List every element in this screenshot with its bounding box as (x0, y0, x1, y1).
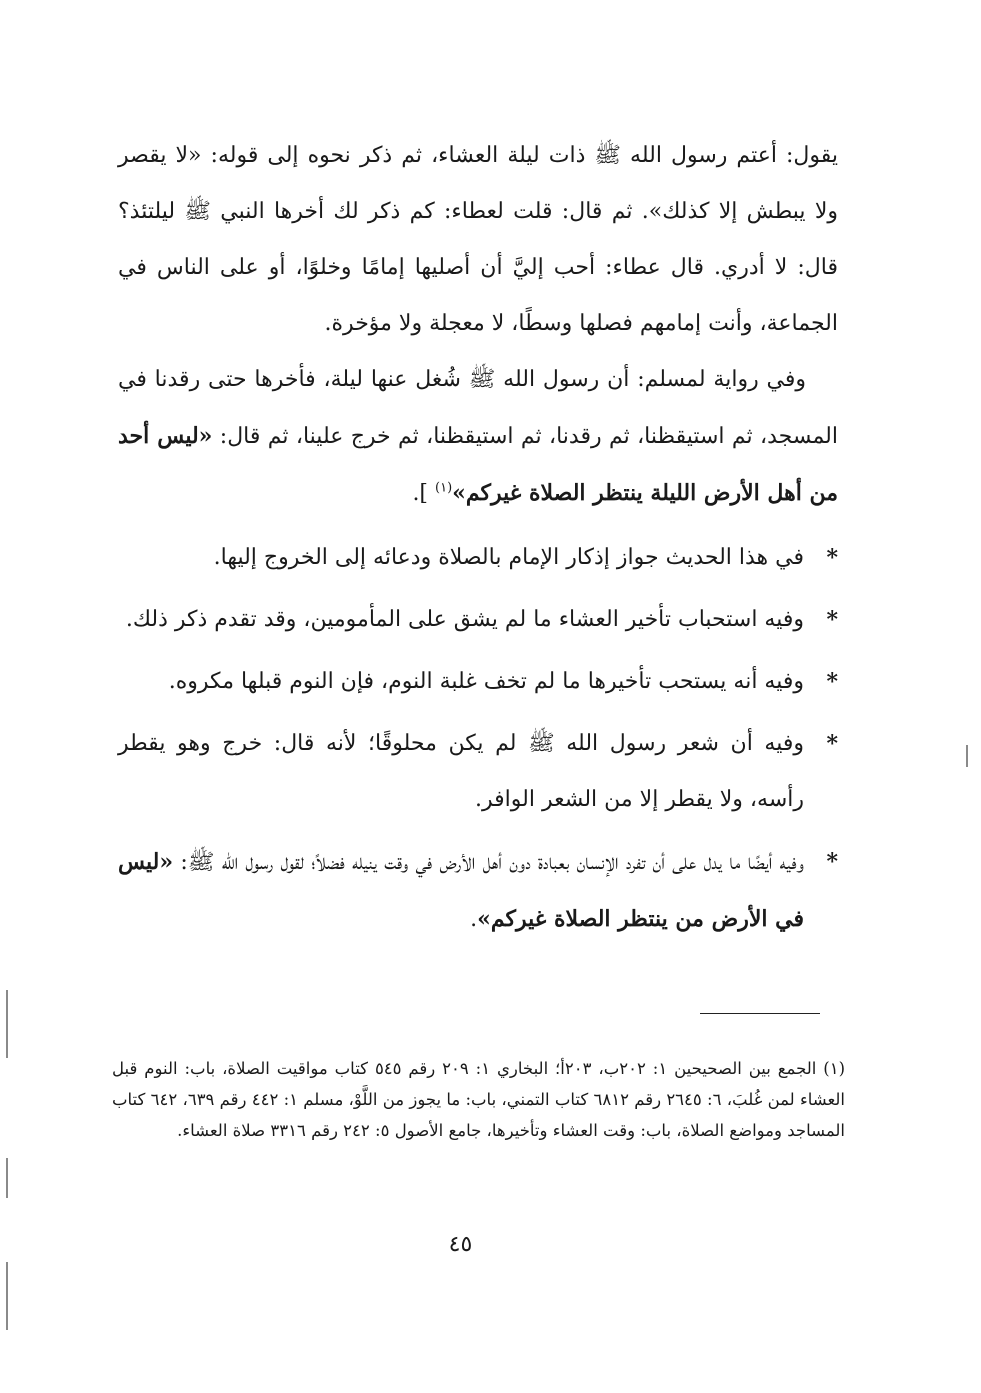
bullet-item-end: . (470, 907, 478, 932)
bullet-item-4 (118, 716, 838, 828)
scan-edge-mark (6, 1262, 8, 1330)
bullet-item-text: وفيه أنه يستحب تأخيرها ما لم تخف غلبة النوم، فإن النوم قبلها مكروه. (168, 669, 804, 694)
footnote-ref: (١) (435, 480, 453, 496)
hadith-quote: «ليس أحد من أهل الأرض الليلة ينتظر الصلاة غيركم» (118, 423, 838, 506)
paragraph-2-text: وفي رواية لمسلم: أن رسول الله ﷺ شُغل عنها ليلة، فأخرها حتى رقدنا في المسجد، ثم استيقظنا، ثم رقدنا، ثم استيقظنا، ثم خرج علينا، ثم قال: (118, 367, 838, 449)
footnote-text: الجمع بين الصحيحين ١: ٢٠٢ب، ٢٠٣أ؛ البخاري ١: ٢٠٩ رقم ٥٤٥ كتاب مواقيت الصلاة، باب: النوم قبل العشاء لمن غُلبَ، ٦: ٢٦٤٥ رقم ٦٨١٢ كتاب التمني، باب: ما يجوز من اللَّوْ، مسلم ١: ٤٤٢ رقم ٦٣٩، ٦٤٢ كتاب المساجد ومواضع الصلاة، باب: وقت العشاء وتأخيرها، جامع الأصول ٥: ٢٤٢ رقم ٣٣١٦ صلاة العشاء. (112, 1058, 846, 1140)
bullet-item-5 (118, 834, 838, 948)
paragraph-2 (118, 352, 838, 522)
bullet-item-1 (118, 530, 838, 586)
bullet-item-text: وفيه استحباب تأخير العشاء ما لم يشق على المأمومين، وقد تقدم ذكر ذلك. (125, 607, 804, 632)
paragraph-1-text: يقول: أعتم رسول الله ﷺ ذات ليلة العشاء، ثم ذكر نحوه إلى قوله: «لا يقصر ولا يبطش إلا كذلك». ثم قال: قلت لعطاء: كم ذكر لك أخرها النبي ﷺ ليلتئذ؟ قال: لا أدري. قال عطاء: أحب إليَّ أن أصليها إمامًا وخلوًا، أو على الناس في الجماعة، وأنت إمامهم فصلها وسطًا، لا معجلة ولا مؤخرة. (118, 143, 838, 336)
bullet-star: * (826, 849, 838, 875)
bullet-item-3 (118, 654, 838, 710)
bullet-star: * (826, 545, 838, 571)
footnote-marker: (١) (823, 1058, 845, 1078)
page-number: ٤٥ (448, 1232, 473, 1257)
bullet-star: * (826, 731, 838, 757)
scan-edge-mark (6, 1158, 8, 1198)
bullet-item-2 (118, 592, 838, 648)
paragraph-1 (118, 128, 838, 352)
bullet-star: * (826, 607, 838, 633)
footnote-separator (700, 1013, 820, 1014)
bullet-item-text: وفيه أن شعر رسول الله ﷺ لم يكن محلوقًا؛ لأنه قال: خرج وهو يقطر رأسه، ولا يقطر إلا من الشعر الوافر. (118, 731, 804, 812)
footnote (112, 1053, 845, 1146)
scan-edge-mark (966, 745, 968, 767)
bullet-item-text: وفيه أيضًا ما يدل على أن تفرد الإنسان بعبادة دون أهل الأرض في وقت ينيله فضلاً؛ لقول رسول الله ﷺ: (173, 850, 804, 875)
main-text (118, 128, 838, 954)
scan-edge-mark (6, 990, 8, 1058)
bullet-star: * (826, 669, 838, 695)
bullet-item-text: في هذا الحديث جواز إذكار الإمام بالصلاة ودعائه إلى الخروج إليها. (213, 545, 804, 570)
hadith-quote: «ليس في الأرض من ينتظر الصلاة غيركم» (118, 849, 804, 932)
paragraph-2-end: ]. (412, 481, 436, 506)
